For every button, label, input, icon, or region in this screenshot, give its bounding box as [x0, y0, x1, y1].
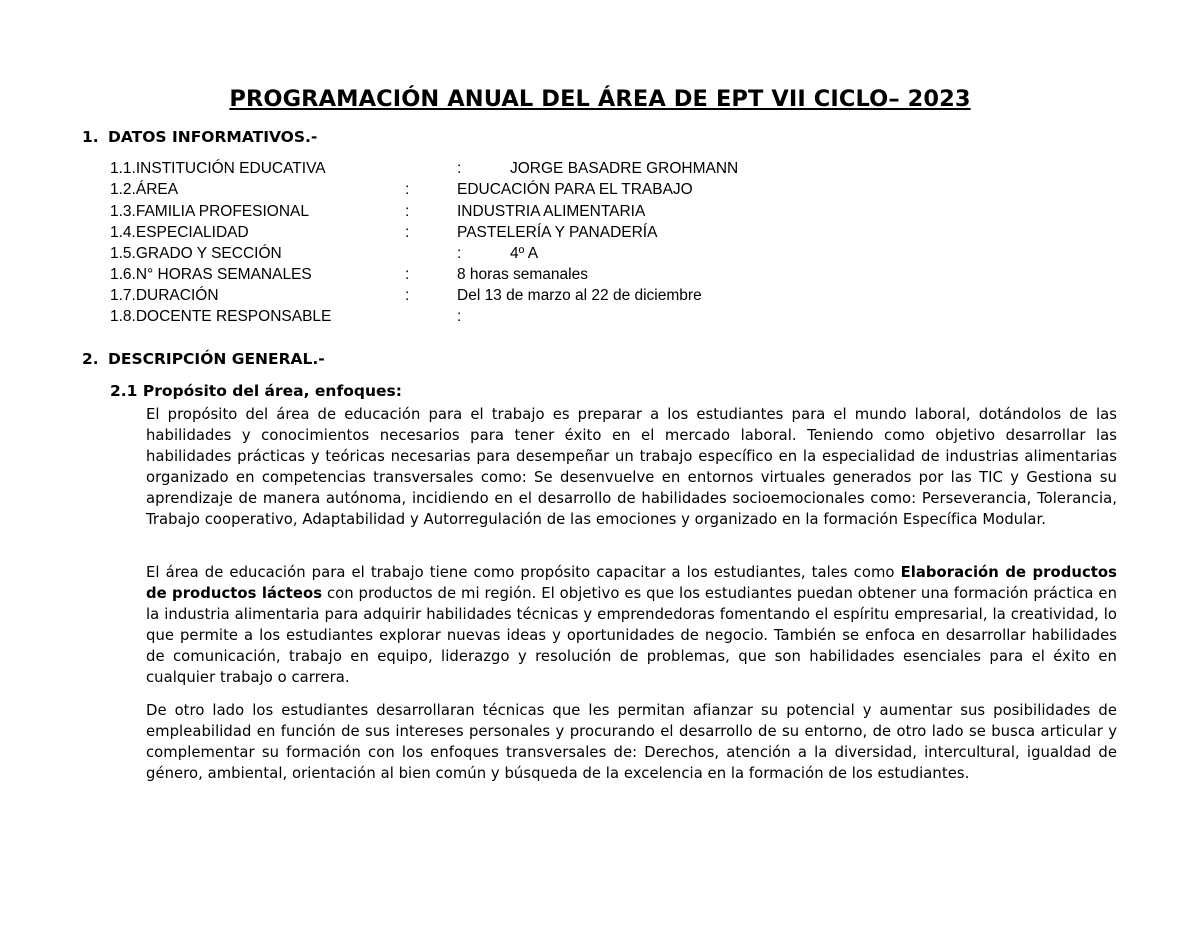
info-separator: :	[405, 287, 410, 304]
info-separator: :	[457, 308, 462, 325]
section-1-title: DATOS INFORMATIVOS.-	[108, 128, 318, 146]
purpose-subheading: 2.1 Propósito del área, enfoques:	[110, 382, 402, 400]
paragraph-training-start: El área de educación para el trabajo tiene como propósito capacitar a los estudiantes, tales como	[146, 564, 901, 581]
info-separator: :	[405, 224, 410, 241]
paragraph-approaches: De otro lado los estudiantes desarrollaran técnicas que les permitan afianzar su potencial y aumentar sus posibilidades de empleabilidad en función de sus intereses personales y procurando el desarrollo de su entorno, de otro lado se busca articular y complementar su formación con los enfoques transversales de: Derechos, atención a la diversidad, intercultural, igualdad de género, ambiental, orientación al bien común y búsqueda de la excelencia en la formación de los estudiantes.	[146, 702, 1117, 782]
info-label: 1.5.GRADO Y SECCIÓN	[110, 245, 282, 262]
info-label: 1.2.ÁREA	[110, 181, 179, 198]
paragraph-purpose: El propósito del área de educación para el trabajo es preparar a los estudiantes para el mundo laboral, dotándolos de las habilidades y conocimientos necesarios para tener éxito en el mercado laboral. Teniendo como objetivo desarrollar las habilidades prácticas y teóricas necesarias para desempeñar un trabajo específico en la especialidad de industrias alimentarias organizado en competencias transversales como: Se desenvuelve en entornos virtuales generados por las TIC y Gestiona su aprendizaje de manera autónoma, incidiendo en el desarrollo de habilidades socioemocionales como: Perseverancia, Tolerancia, Trabajo cooperativo, Adaptabilidad y Autorregulación de las emociones y organizado en la formación Específica Modular.	[146, 406, 1117, 528]
info-label: 1.6.N° HORAS SEMANALES	[110, 266, 312, 283]
info-separator: :	[405, 181, 410, 198]
section-2-title: DESCRIPCIÓN GENERAL.-	[108, 350, 325, 368]
info-label: 1.4.ESPECIALIDAD	[110, 224, 249, 241]
info-label: 1.1.INSTITUCIÓN EDUCATIVA	[110, 160, 326, 177]
paragraph-training-end: con productos de mi región. El objetivo es que los estudiantes puedan obtener una formación práctica en la industria alimentaria para adquirir habilidades técnicas y emprendedoras fomentando el espíritu empresarial, la creatividad, lo que permite a los estudiantes explorar nuevas ideas y oportunidades de negocio. También se enfoca en desarrollar habilidades de comunicación, trabajo en equipo, liderazgo y resolución de problemas, que son habilidades esenciales para el éxito en cualquier trabajo o carrera.	[146, 584, 1117, 686]
section-1-number: 1.	[82, 128, 99, 146]
info-label: 1.7.DURACIÓN	[110, 287, 219, 304]
info-value: EDUCACIÓN PARA EL TRABAJO	[457, 181, 693, 198]
document-title: PROGRAMACIÓN ANUAL DEL ÁREA DE EPT VII CICLO– 2023	[229, 86, 971, 112]
info-value: 8 horas semanales	[457, 266, 588, 283]
info-label: 1.8.DOCENTE RESPONSABLE	[110, 308, 332, 325]
info-value: Del 13 de marzo al 22 de diciembre	[457, 287, 702, 304]
section-2-number: 2.	[82, 350, 99, 368]
info-label: 1.3.FAMILIA PROFESIONAL	[110, 203, 309, 220]
info-value: INDUSTRIA ALIMENTARIA	[457, 203, 646, 220]
info-value: 4º A	[510, 245, 539, 262]
info-separator: :	[457, 160, 462, 177]
info-separator: :	[405, 266, 410, 283]
info-value: JORGE BASADRE GROHMANN	[510, 160, 739, 177]
info-separator: :	[457, 245, 462, 262]
paragraph-training-highlight: Elaboración de productos de productos lácteos	[146, 564, 1117, 602]
info-separator: :	[405, 203, 410, 220]
section-2-heading	[82, 350, 325, 368]
info-value: PASTELERÍA Y PANADERÍA	[457, 224, 658, 241]
paragraph-training	[146, 563, 1117, 688]
section-1-heading	[82, 128, 317, 146]
